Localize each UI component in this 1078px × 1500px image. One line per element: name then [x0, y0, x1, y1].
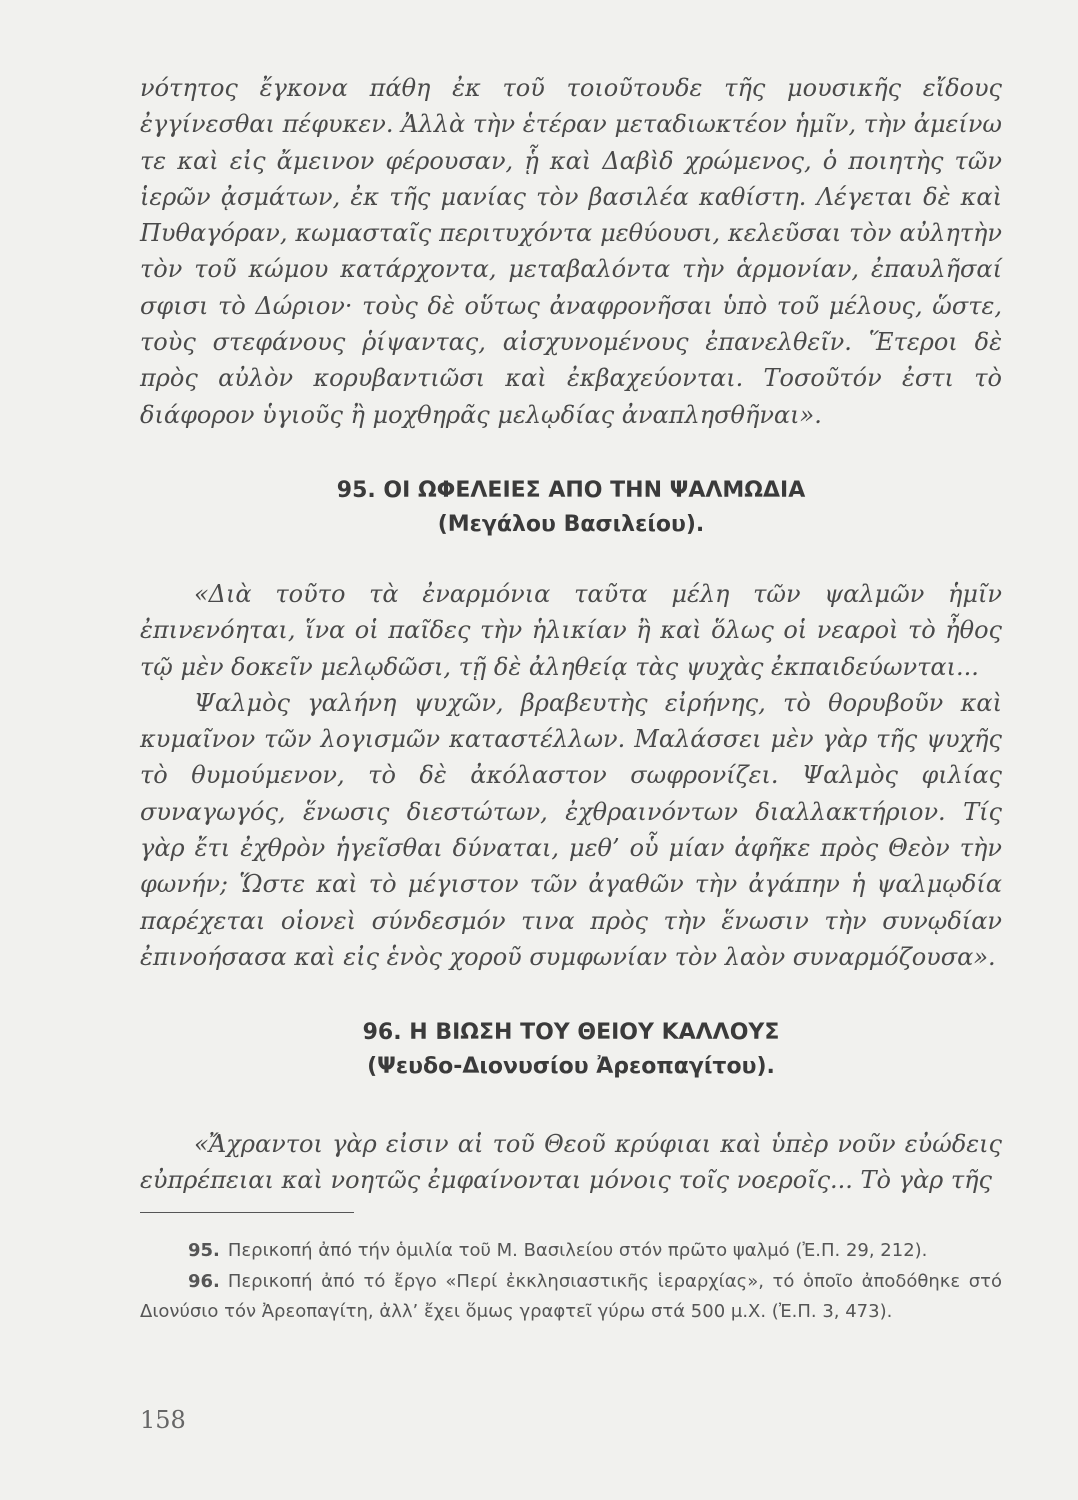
footnote-96	[140, 1267, 1002, 1328]
section-95-heading	[140, 474, 1002, 542]
continuation-paragraph: νότητος ἔγκονα πάθη ἐκ τοῦ τοιοῦτουδε τῆς μουσικῆς εἴδους ἐγγίνεσθαι πέφυκεν. Ἀλλὰ τὴν ἑτέραν μεταδιωκτέον ἡμῖν, τὴν ἀμείνω τε καὶ εἰς ἄμεινον φέρουσαν, ᾗ καὶ Δαβὶδ χρώμενος, ὁ ποιητὴς τῶν ἱερῶν ᾀσμάτων, ἐκ τῆς μανίας τὸν βασιλέα καθίστη. Λέγεται δὲ καὶ Πυθαγόραν, κωμασταῖς περιτυχόντα μεθύουσι, κελεῦσαι τὸν αὐλητὴν τὸν τοῦ κώμου κατάρχοντα, μεταβαλόντα τὴν ἁρμονίαν, ἐπαυλῆσαί σφισι τὸ Δώριον· τοὺς δὲ οὕτως ἀναφρονῆσαι ὑπὸ τοῦ μέλους, ὥστε, τοὺς στεφάνους ῥίψαντας, αἰσχυνομένους ἐπανελθεῖν. Ἕτεροι δὲ πρὸς αὐλὸν κορυβαντιῶσι καὶ ἐκβαχεύονται. Τοσοῦτόν ἐστι τὸ διάφορον ὑγιοῦς ἢ μοχθηρᾶς μελῳδίας ἀναπλησθῆναι».	[140, 74, 1002, 429]
section-95-paragraph-1: «Διὰ τοῦτο τὰ ἐναρμόνια ταῦτα μέλη τῶν ψαλμῶν ἡμῖν ἐπινενόηται, ἵνα οἱ παῖδες τὴν ἡλικίαν ἢ καὶ ὅλως οἱ νεαροὶ τὸ ἦθος τῷ μὲν δοκεῖν μελῳδῶσι, τῇ δὲ ἀληθείᾳ τὰς ψυχὰς ἐκπαιδεύωνται...	[140, 580, 1002, 681]
section-96-title: 96. Η ΒΙΩΣΗ ΤΟΥ ΘΕΙΟΥ ΚΑΛΛΟΥΣ	[362, 1020, 780, 1045]
section-95-paragraph-2: Ψαλμὸς γαλήνη ψυχῶν, βραβευτὴς εἰρήνης, τὸ θορυβοῦν καὶ κυμαῖνον τῶν λογισμῶν καταστέλλων. Μαλάσσει μὲν γὰρ τῆς ψυχῆς τὸ θυμούμενον, τὸ δὲ ἀκόλαστον σωφρονίζει. Ψαλμὸς φιλίας συναγωγός, ἕνωσις διεστώτων, ἐχθραινόντων διαλλακτήριον. Τίς γὰρ ἔτι ἐχθρὸν ἡγεῖσθαι δύναται, μεθ’ οὗ μίαν ἀφῆκε πρὸς Θεὸν τὴν φωνήν; Ὥστε καὶ τὸ μέγιστον τῶν ἀγαθῶν τὴν ἀγάπην ἡ ψαλμῳδία παρέχεται οἱονεὶ σύνδεσμόν τινα πρὸς τὴν ἕνωσιν τὴν συνῳδίαν ἐπινοήσασα καὶ εἰς ἑνὸς χοροῦ συμφωνίαν τὸν λαὸν συναρμόζουσα».	[140, 688, 1002, 971]
section-95-body	[140, 576, 1002, 975]
footnote-text: Περικοπή ἀπό τήν ὁμιλία τοῦ Μ. Βασιλείου στόν πρῶτο ψαλμό (Ἐ.Π. 29, 212).	[227, 1240, 928, 1261]
footnote-95	[140, 1236, 1002, 1267]
section-96-subtitle: (Ψευδο-Διονυσίου Ἀρεοπαγίτου).	[367, 1054, 775, 1079]
section-95-title: 95. ΟΙ ΩΦΕΛΕΙΕΣ ΑΠΟ ΤΗΝ ΨΑΛΜΩΔΙΑ	[336, 478, 806, 503]
footnote-divider	[140, 1212, 354, 1213]
footnote-number: 95.	[188, 1240, 220, 1261]
footnote-text: Περικοπή ἀπό τό ἔργο «Περί ἐκκλησιαστικῆς ἱεραρχίας», τό ὁποῖο ἀποδόθηκε στό Διονύσιο τόν Ἀρεοπαγίτη, ἀλλ’ ἔχει ὅμως γραφτεῖ γύρω στά 500 μ.Χ. (Ἐ.Π. 3, 473).	[140, 1270, 1002, 1322]
section-96-body	[140, 1126, 1002, 1199]
footnote-number: 96.	[188, 1270, 220, 1292]
footnotes	[140, 1236, 1002, 1328]
page-number: 158	[140, 1406, 186, 1434]
section-96-heading	[140, 1016, 1002, 1084]
section-96-paragraph-1: «Ἄχραντοι γὰρ εἰσιν αἱ τοῦ Θεοῦ κρύφιαι καὶ ὑπὲρ νοῦν εὐώδεις εὐπρέπειαι καὶ νοητῶς ἐμφαίνονται μόνοις τοῖς νοεροῖς... Τὸ γὰρ τῆς	[140, 1130, 1002, 1195]
section-95-subtitle: (Μεγάλου Βασιλείου).	[437, 512, 705, 537]
